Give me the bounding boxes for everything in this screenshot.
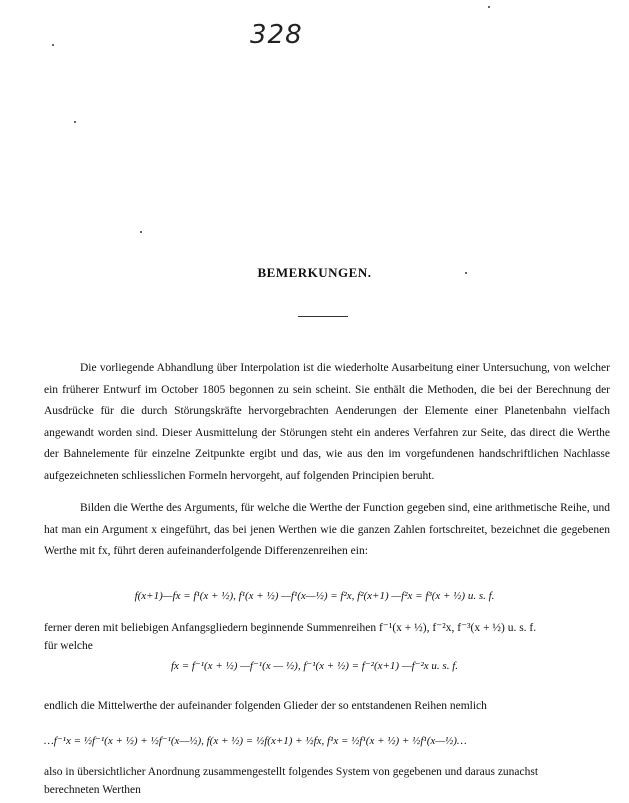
page-number: 328 (250, 20, 303, 50)
speck-mark (74, 121, 76, 123)
paragraph-text: Die vorliegende Abhandlung über Interpolation ist die wiederholte Ausarbeitung einer Untersuchung, von welcher ein früherer Entwurf im October 1805 begonnen zu sein scheint. Sie enthält die Methoden, die bei der Berechnung der Ausdrücke für die durch Störungskräfte hervorgebrachten Aenderungen der Elemente einer Planetenbahn vielfach angewandt worden sind. Dieser Ausmittelung der Störungen steht ein anderes Verfahren zur Seite, das direct die Werthe der Bahnelemente für einzelne Zeitpunkte ergibt und das, wie aus den im vorgefundenen handschriftlichen Nachlasse aufgezeichneten schliesslichen Formeln hervorgeht, auf folgenden Principien beruht. (44, 362, 610, 482)
paragraph-2 (44, 498, 610, 563)
text-line-also: also in übersichtlicher Anordnung zusammengestellt folgendes System von gegebenen und daraus zunachst (44, 766, 539, 778)
text-line-endlich: endlich die Mittelwerthe der aufeinander folgenden Glieder der so entstandenen Reihen nemlich (44, 700, 487, 712)
text-line-fuer-welche: für welche (44, 640, 93, 652)
text-line-ferner: ferner deren mit beliebigen Anfangsgliedern beginnende Summenreihen f⁻¹(x + ½), f⁻²x, f⁻³(x + ½) u. s. f. (44, 622, 537, 634)
speck-mark (488, 6, 490, 8)
text-line-berechneten: berechneten Werthen (44, 784, 141, 796)
paragraph-1 (44, 358, 610, 487)
paragraph-text: Bilden die Werthe des Arguments, für welche die Werthe der Function gegeben sind, eine arithmetische Reihe, und hat man ein Argument x eingeführt, das bei jenen Werthen wie die ganzen Zahlen fortschreitet, bezeichnet die gegebenen Werthe mit fx, führt deren aufeinanderfolgende Differenzenreihen ein: (44, 502, 610, 557)
formula-sums: fx = f⁻¹(x + ½) —f⁻¹(x — ½), f⁻¹(x + ½) = f⁻²(x+1) —f⁻²x u. s. f. (171, 660, 458, 672)
formula-differences: f(x+1)—fx = f¹(x + ½), f¹(x + ½) —f¹(x—½) = f²x, f²(x+1) —f²x = f³(x + ½) u. s. f. (134, 590, 495, 602)
section-title: BEMERKUNGEN. (257, 265, 372, 280)
speck-mark (140, 231, 142, 233)
title-rule (298, 316, 348, 317)
speck-mark (52, 44, 54, 46)
formula-means: …f⁻¹x = ½f⁻¹(x + ½) + ½f⁻¹(x—½), f(x + ½) = ½f(x+1) + ½fx, f¹x = ½f¹(x + ½) + ½f¹(x—½)… (44, 735, 467, 747)
